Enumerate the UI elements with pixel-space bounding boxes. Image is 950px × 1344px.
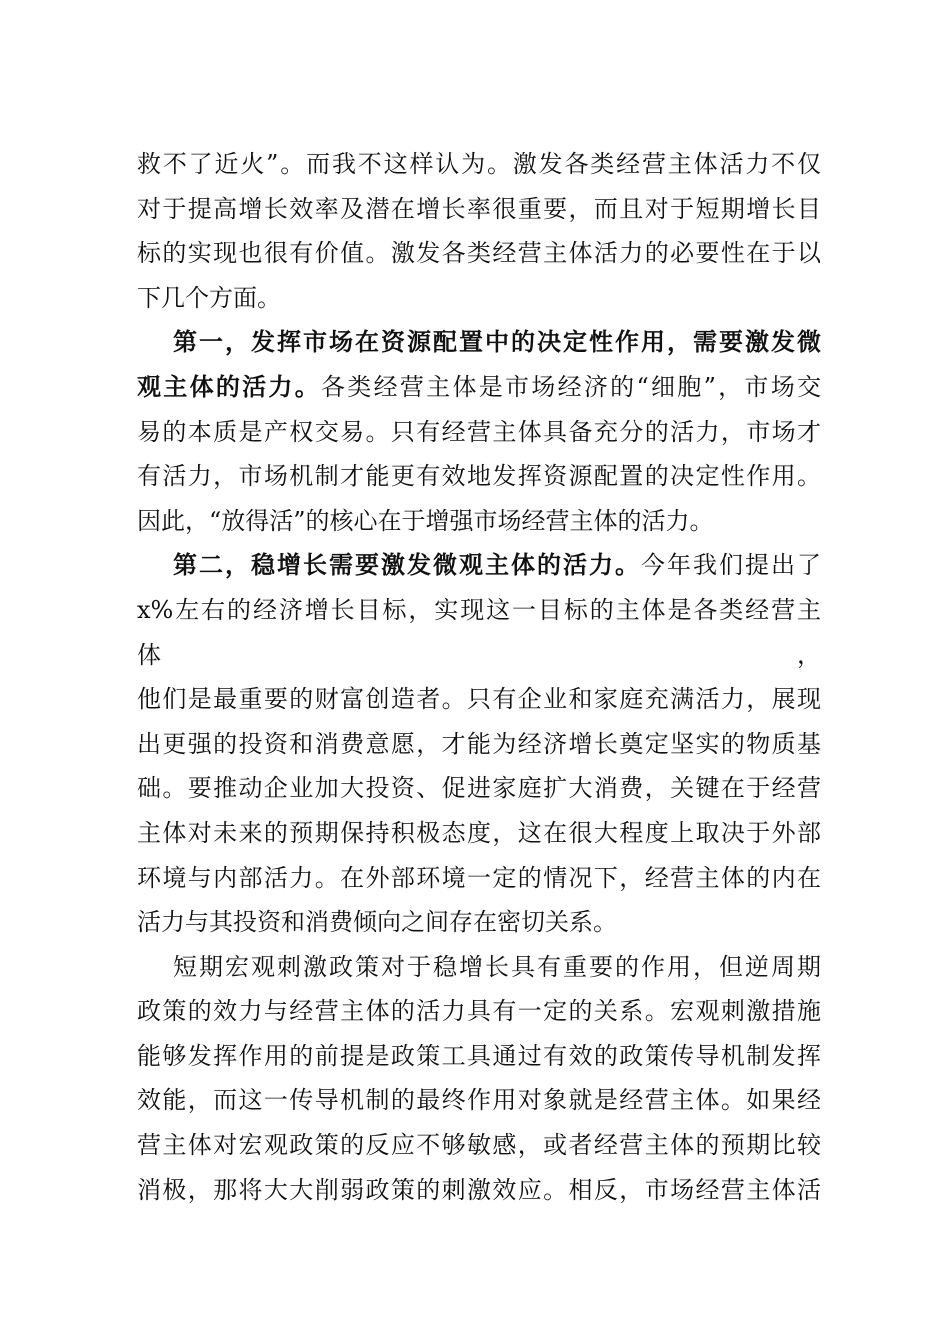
text-line	[137, 945, 821, 990]
text-line	[137, 1168, 821, 1213]
body-text: 础。要推动企业加大投资、促进家庭扩大消费，关键在于经营	[137, 774, 821, 803]
text-line	[137, 543, 821, 588]
text-line	[137, 499, 821, 544]
body-text: 易的本质是产权交易。只有经营主体具备充分的活力，市场才	[137, 417, 821, 446]
text-line	[137, 454, 821, 499]
body-text: 营主体对宏观政策的反应不够敏感，或者经营主体的预期比较	[137, 1131, 821, 1160]
text-line	[137, 722, 821, 767]
text-line	[137, 187, 821, 232]
body-text: 主体对未来的预期保持积极态度，这在很大程度上取决于外部	[137, 818, 821, 847]
text-line	[137, 410, 821, 455]
body-text: 有活力，市场机制才能更有效地发挥资源配置的决定性作用。	[137, 462, 821, 491]
text-line	[137, 276, 821, 321]
body-text: 救不了近火”。而我不这样认为。激发各类经营主体活力不仅	[137, 150, 821, 178]
body-text: 环境与内部活力。在外部环境一定的情况下，经营主体的内在	[137, 863, 821, 892]
body-text: 效能，而这一传导机制的最终作用对象就是经营主体。如果经	[137, 1086, 821, 1115]
body-text: 各类经营主体是市场经济的“细胞”，市场交	[321, 372, 821, 401]
body-text: 因此，“放得活”的核心在于增强市场经营主体的活力。	[137, 506, 714, 535]
bold-heading-text: 观主体的活力。	[137, 371, 322, 401]
text-line	[137, 856, 821, 901]
body-text: 消极，那将大大削弱政策的刺激效应。相反，市场经营主体活	[137, 1175, 821, 1204]
body-text: 能够发挥作用的前提是政策工具通过有效的政策传导机制发挥	[137, 1041, 821, 1070]
paragraph	[137, 142, 821, 320]
body-text: 活力与其投资和消费倾向之间存在密切关系。	[137, 908, 617, 937]
text-line	[137, 365, 821, 410]
text-line	[137, 811, 821, 856]
body-text: 出更强的投资和消费意愿，才能为经济增长奠定坚实的物质基	[137, 729, 821, 758]
text-line	[137, 588, 821, 677]
body-text: 对于提高增长效率及潜在增长率很重要，而且对于短期增长目	[137, 194, 821, 223]
document-page	[137, 142, 821, 1212]
body-text: 政策的效力与经营主体的活力具有一定的关系。宏观刺激措施	[137, 997, 821, 1026]
body-text: x%左右的经济增长目标，实现这一目标的主体是各类经营主体，	[137, 595, 821, 669]
text-line	[137, 142, 821, 187]
paragraph	[137, 543, 821, 944]
text-line	[137, 677, 821, 722]
text-line	[137, 900, 821, 945]
paragraph	[137, 320, 821, 543]
body-text: 短期宏观刺激政策对于稳增长具有重要的作用，但逆周期	[173, 952, 821, 981]
bold-heading-text: 第一，发挥市场在资源配置中的决定性作用，需要激发微	[173, 327, 821, 357]
paragraph	[137, 945, 821, 1213]
text-line	[137, 1123, 821, 1168]
text-line	[137, 766, 821, 811]
text-line	[137, 231, 821, 276]
text-line	[137, 1078, 821, 1123]
bold-heading-text: 第二，稳增长需要激发微观主体的活力。	[173, 550, 641, 580]
body-text: 他们是最重要的财富创造者。只有企业和家庭充满活力，展现	[137, 685, 821, 714]
text-line	[137, 1034, 821, 1079]
text-line	[137, 989, 821, 1034]
body-text: 标的实现也很有价值。激发各类经营主体活力的必要性在于以	[137, 239, 821, 268]
body-text: 下几个方面。	[137, 283, 281, 312]
body-text: 今年我们提出了	[641, 551, 821, 580]
text-line	[137, 320, 821, 365]
